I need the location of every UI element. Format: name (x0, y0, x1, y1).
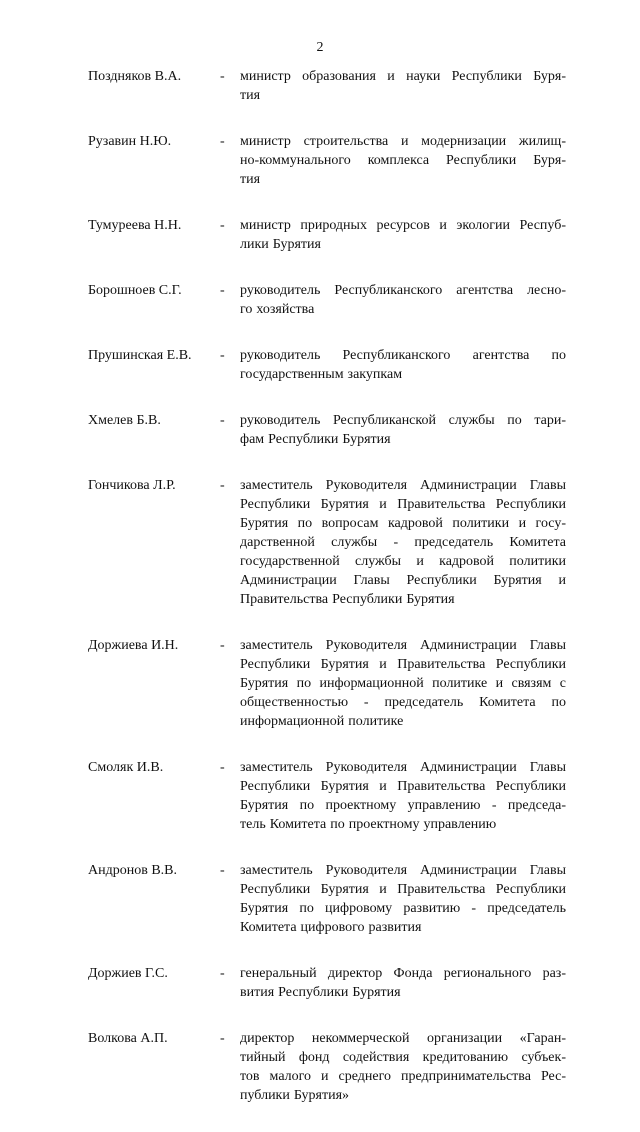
separator-dash: - (220, 863, 225, 878)
position-line: тель Комитета по проектному управлению (240, 817, 497, 832)
member-name: Тумуреева Н.Н. (88, 218, 182, 233)
position-line: Бурятия по цифровому развитию - председатель (240, 901, 566, 916)
position-line: заместитель Руководителя Администрации Главы (240, 478, 566, 493)
position-line: Бурятия по информационной политике и связям с (240, 676, 566, 691)
list-item (88, 346, 566, 384)
position-line: Республики Бурятия и Правительства Республики (240, 657, 566, 672)
member-position (240, 67, 566, 105)
position-line: руководитель Республиканского агентства лесно- (240, 283, 566, 298)
member-name: Волкова А.П. (88, 1031, 168, 1046)
member-position (240, 132, 566, 189)
position-line: фам Республики Бурятия (240, 432, 391, 447)
member-position (240, 346, 566, 384)
position-line: тия (240, 172, 261, 187)
member-position (240, 636, 566, 731)
position-line: заместитель Руководителя Администрации Главы (240, 760, 566, 775)
list-item (88, 476, 566, 609)
position-line: министр строительства и модернизации жилищ- (240, 134, 566, 149)
separator-dash: - (220, 760, 225, 775)
separator-dash: - (220, 348, 225, 363)
separator-dash: - (220, 134, 225, 149)
position-line: вития Республики Бурятия (240, 985, 401, 1000)
list-item (88, 964, 566, 1002)
list-item (88, 636, 566, 731)
member-name: Прушинская Е.В. (88, 348, 192, 363)
position-line: тов малого и среднего предпринимательства Рес- (240, 1069, 566, 1084)
member-name: Доржиев Г.С. (88, 966, 168, 981)
member-position (240, 281, 566, 319)
position-line: министр природных ресурсов и экологии Респуб- (240, 218, 566, 233)
list-item (88, 758, 566, 834)
position-line: руководитель Республиканского агентства по (240, 348, 566, 363)
separator-dash: - (220, 1031, 225, 1046)
member-position (240, 758, 566, 834)
member-name: Хмелев Б.В. (88, 413, 161, 428)
member-name: Смоляк И.В. (88, 760, 164, 775)
position-line: Республики Бурятия и Правительства Республики (240, 882, 566, 897)
member-name: Гончикова Л.Р. (88, 478, 176, 493)
position-line: руководитель Республиканской службы по тари- (240, 413, 566, 428)
position-line: Республики Бурятия и Правительства Республики (240, 779, 566, 794)
member-position (240, 1029, 566, 1105)
separator-dash: - (220, 69, 225, 84)
list-item (88, 132, 566, 189)
member-list (88, 67, 566, 1132)
member-position (240, 964, 566, 1002)
position-line: информационной политике (240, 714, 404, 729)
page-number: 2 (316, 40, 324, 55)
position-line: Бурятия по проектному управлению - председа- (240, 798, 566, 813)
position-line: директор некоммерческой организации «Гаран- (240, 1031, 566, 1046)
position-line: тийный фонд содействия кредитованию субъек- (240, 1050, 566, 1065)
position-line: Администрации Главы Республики Бурятия и (240, 573, 566, 588)
separator-dash: - (220, 218, 225, 233)
separator-dash: - (220, 478, 225, 493)
position-line: го хозяйства (240, 302, 315, 317)
position-line: дарственной службы - председатель Комитета (240, 535, 566, 550)
separator-dash: - (220, 966, 225, 981)
separator-dash: - (220, 413, 225, 428)
member-name: Рузавин Н.Ю. (88, 134, 172, 149)
member-position (240, 411, 566, 449)
position-line: Правительства Республики Бурятия (240, 592, 455, 607)
position-line: общественностью - председатель Комитета по (240, 695, 566, 710)
list-item (88, 281, 566, 319)
position-line: публики Бурятия» (240, 1088, 350, 1103)
position-line: генеральный директор Фонда регионального раз- (240, 966, 566, 981)
separator-dash: - (220, 283, 225, 298)
member-name: Андронов В.В. (88, 863, 178, 878)
position-line: заместитель Руководителя Администрации Главы (240, 863, 566, 878)
member-name: Борошноев С.Г. (88, 283, 182, 298)
position-line: но-коммунального комплекса Республики Буря- (240, 153, 566, 168)
member-position (240, 476, 566, 609)
separator-dash: - (220, 638, 225, 653)
position-line: Бурятия по вопросам кадровой политики и госу- (240, 516, 566, 531)
position-line: тия (240, 88, 261, 103)
position-line: Республики Бурятия и Правительства Республики (240, 497, 566, 512)
position-line: министр образования и науки Республики Буря- (240, 69, 566, 84)
position-line: Комитета цифрового развития (240, 920, 422, 935)
member-name: Поздняков В.А. (88, 69, 182, 84)
position-line: государственным закупкам (240, 367, 403, 382)
position-line: заместитель Руководителя Администрации Главы (240, 638, 566, 653)
member-position (240, 216, 566, 254)
position-line: государственной службы и кадровой политики (240, 554, 566, 569)
list-item (88, 861, 566, 937)
list-item (88, 411, 566, 449)
member-position (240, 861, 566, 937)
position-line: лики Бурятия (240, 237, 321, 252)
list-item (88, 67, 566, 105)
list-item (88, 1029, 566, 1105)
member-name: Доржиева И.Н. (88, 638, 179, 653)
list-item (88, 216, 566, 254)
